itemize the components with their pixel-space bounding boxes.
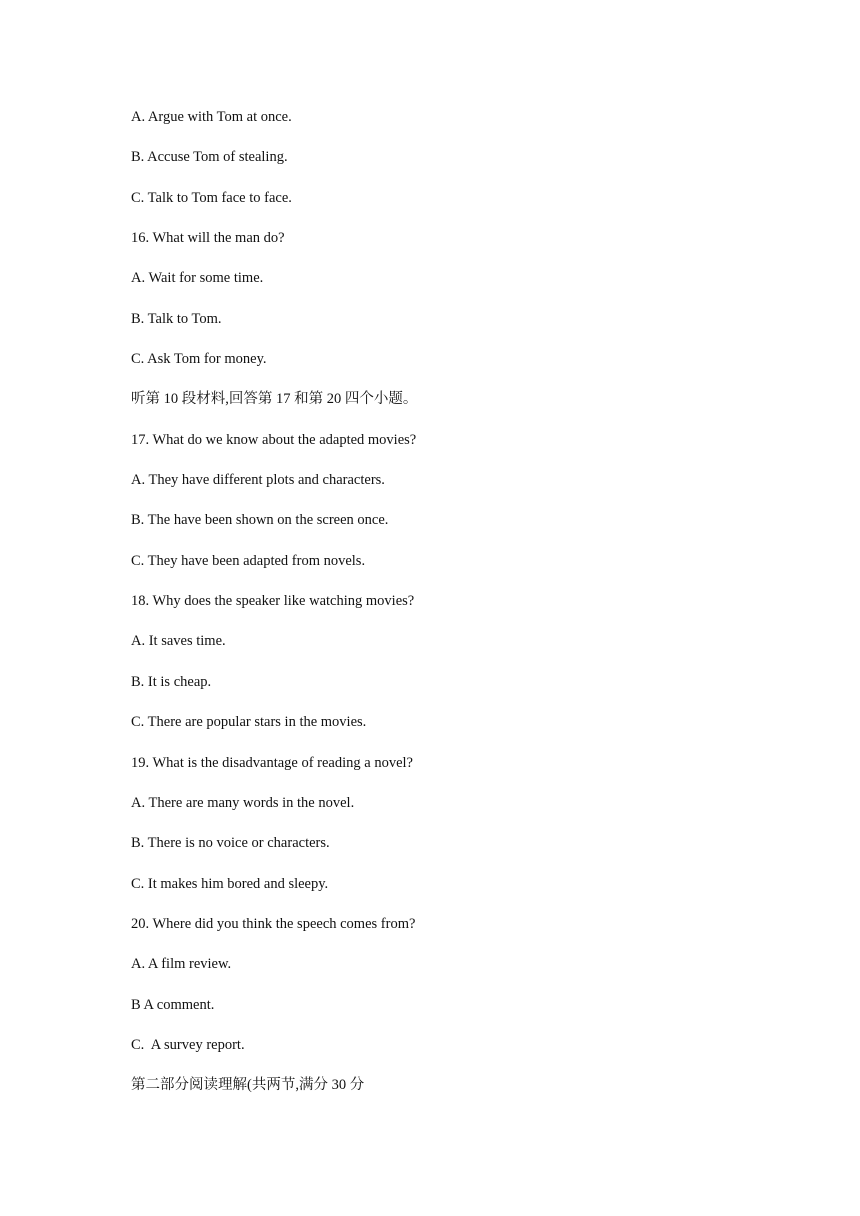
option-c: C. Ask Tom for money. — [131, 351, 267, 368]
option-a: A. A film review. — [131, 956, 232, 973]
option-a: A. It saves time. — [131, 633, 226, 650]
option-a: A. There are many words in the novel. — [131, 794, 355, 811]
question-19: 19. What is the disadvantage of reading a novel? — [131, 754, 413, 771]
option-b: B. There is no voice or characters. — [131, 835, 330, 852]
question-20: 20. Where did you think the speech comes from? — [131, 915, 416, 932]
option-b: B A comment. — [131, 996, 215, 1013]
option-c: C. Talk to Tom face to face. — [131, 189, 292, 206]
option-a: A. They have different plots and characters. — [131, 472, 385, 489]
question-17: 17. What do we know about the adapted movies? — [131, 431, 417, 448]
option-a: A. Wait for some time. — [131, 270, 264, 287]
option-c: C. There are popular stars in the movies. — [131, 714, 367, 731]
option-c: C. A survey report. — [131, 1036, 245, 1053]
question-text-block — [131, 106, 417, 1115]
option-a: A. Argue with Tom at once. — [131, 109, 292, 125]
option-c: C. It makes him bored and sleepy. — [131, 875, 329, 892]
part-two-heading: 第二部分阅读理解(共两节,满分 30 分 — [131, 1077, 365, 1094]
option-b: B. Accuse Tom of stealing. — [131, 149, 288, 166]
option-b: B. It is cheap. — [131, 673, 212, 690]
option-c: C. They have been adapted from novels. — [131, 552, 366, 569]
option-b: B. The have been shown on the screen once. — [131, 512, 389, 529]
question-16: 16. What will the man do? — [131, 230, 285, 247]
question-18: 18. Why does the speaker like watching movies? — [131, 593, 415, 610]
option-b: B. Talk to Tom. — [131, 310, 222, 327]
section-instruction: 听第 10 段材料,回答第 17 和第 20 四个小题。 — [131, 391, 418, 408]
